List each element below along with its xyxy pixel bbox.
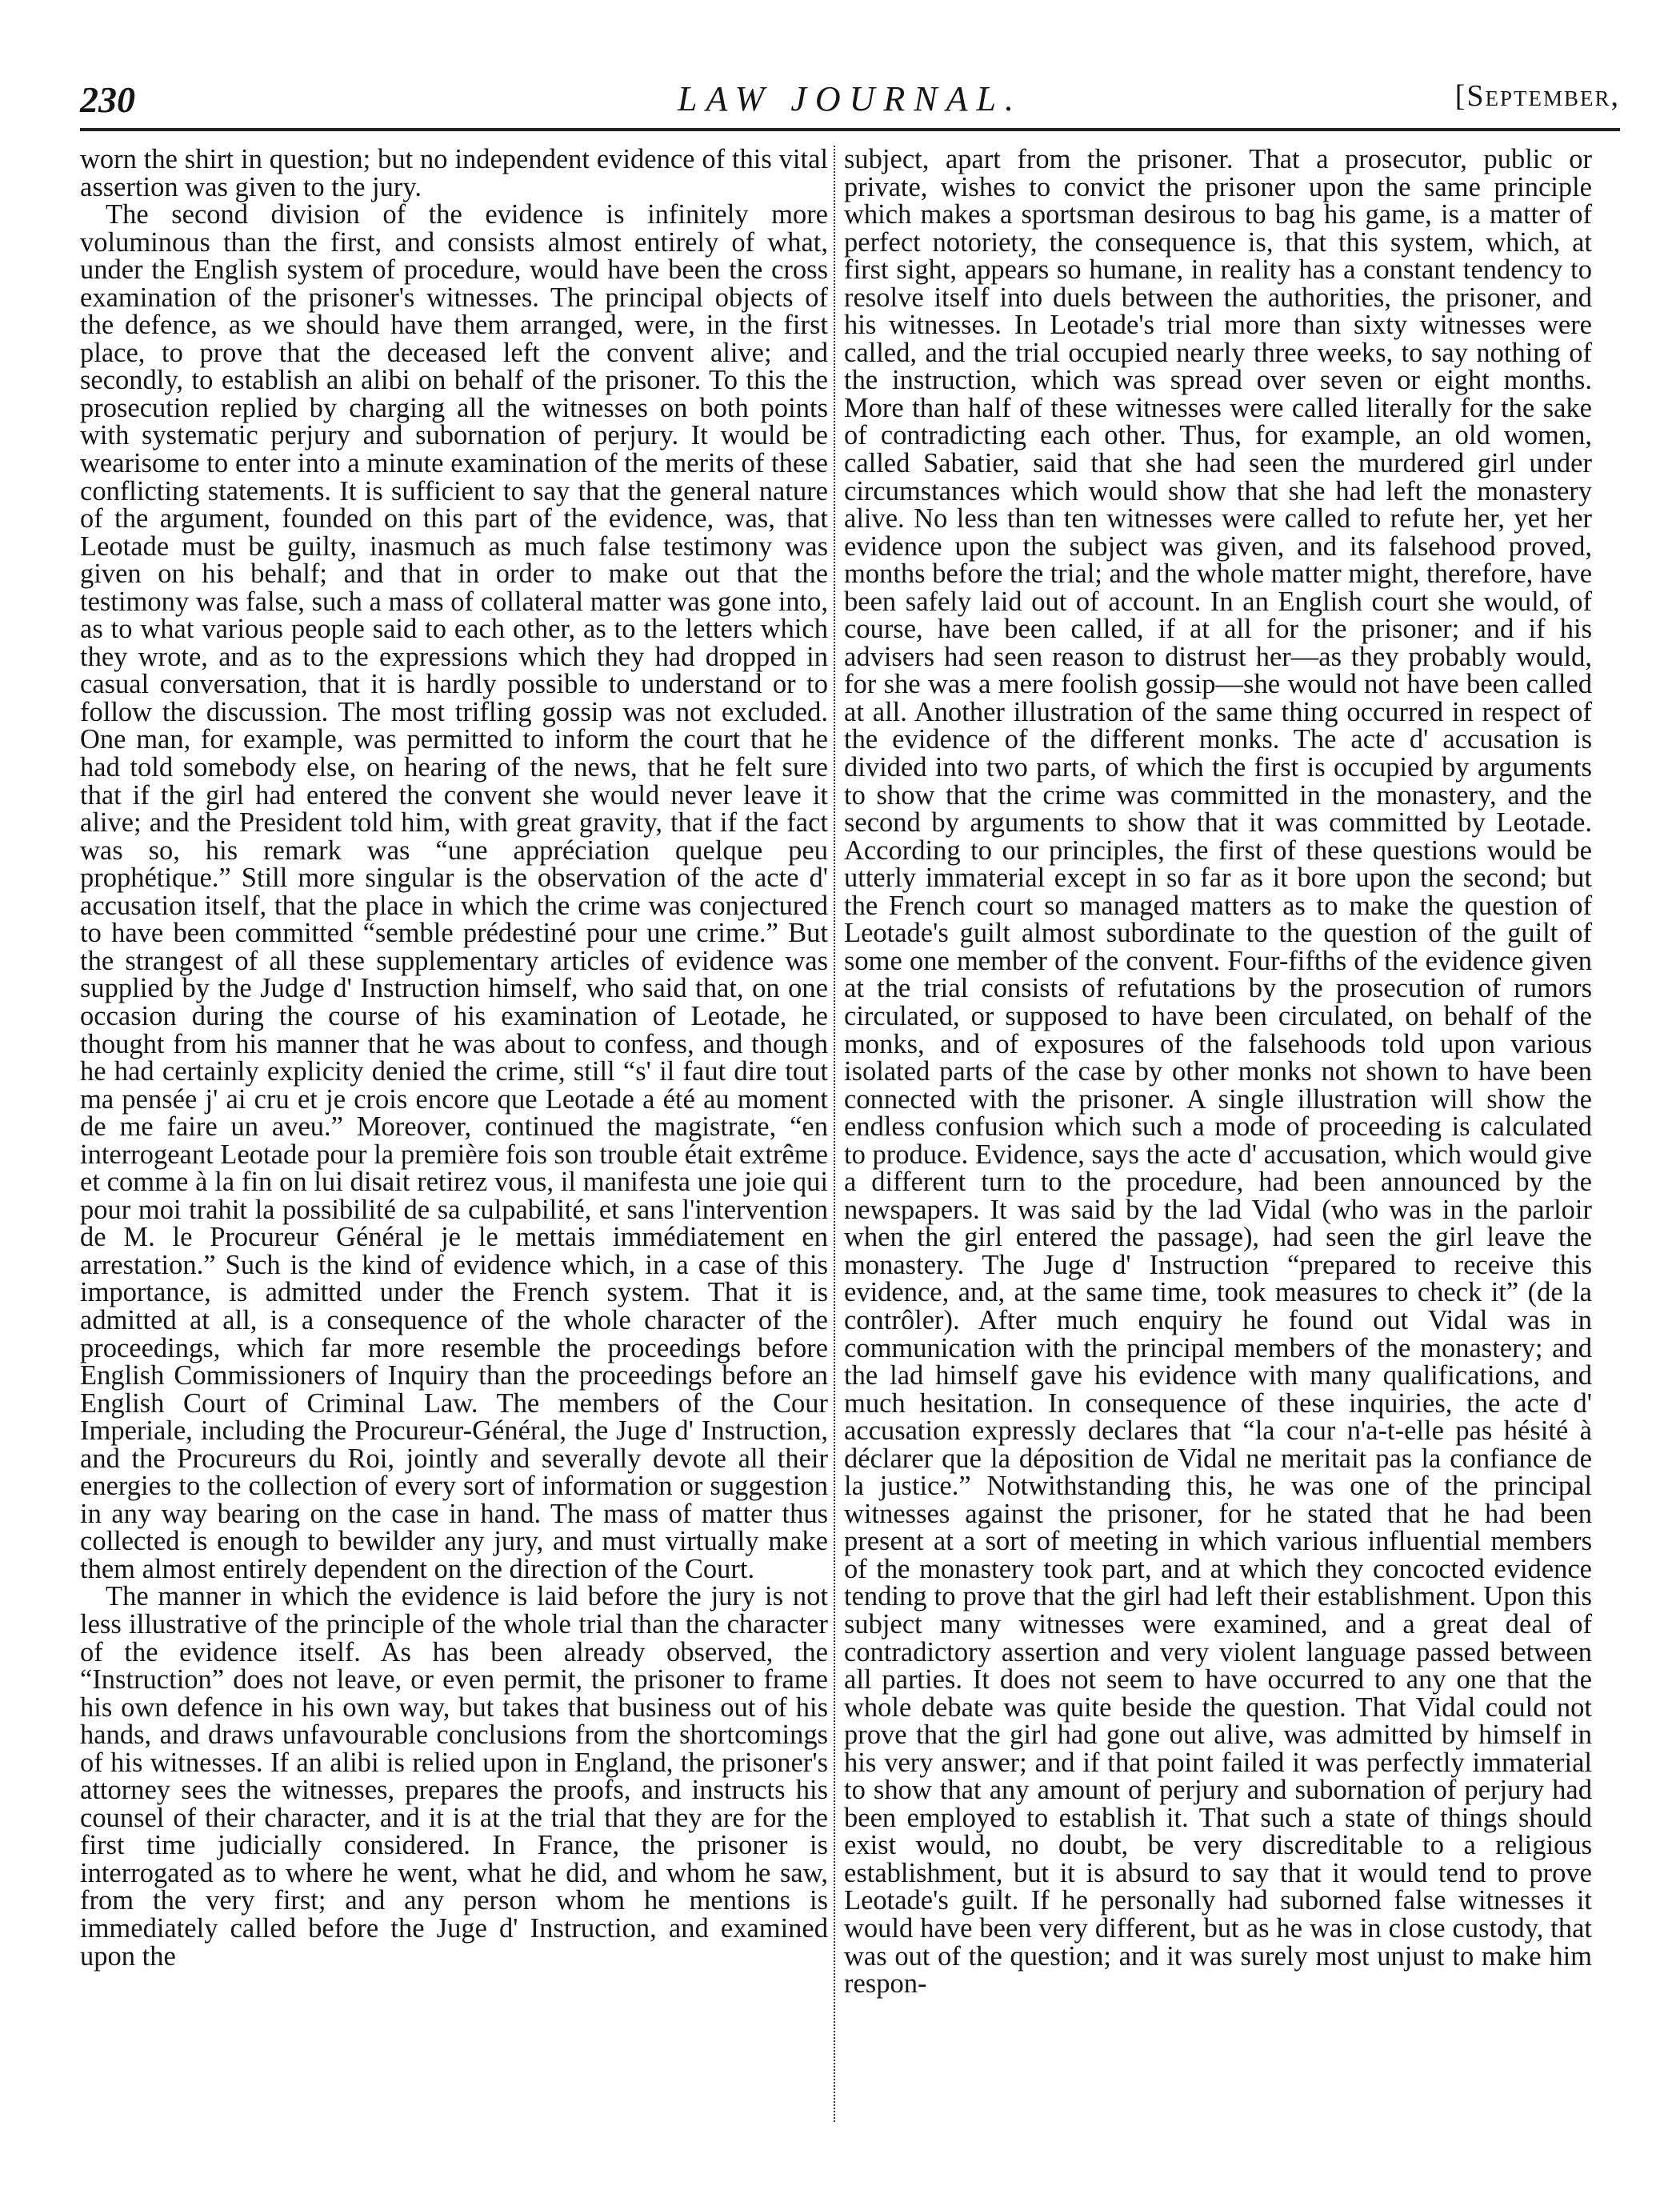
paragraph: worn the shirt in question; but no independent evidence of this vital assertion was given to the jury.: [80, 146, 828, 202]
paragraph: subject, apart from the prisoner. That a prosecutor, public or private, wishes to convict the prisoner upon the same principle which makes a sportsman desirous to bag his game, is a matter of perfect notoriety, the consequence is, that this system, which, at first sight, appears so humane, in reality has a constant tendency to resolve itself into duels between the authorities, the prisoner, and his witnesses. In Leotade's trial more than sixty witnesses were called, and the trial occupied nearly three weeks, to say nothing of the instruction, which was spread over seven or eight months. More than half of these witnesses were called literally for the sake of contradicting each other. Thus, for example, an old women, called Sabatier, said that she had seen the murdered girl under circumstances which would show that she had left the monastery alive. No less than ten witnesses were called to refute her, yet her evidence upon the subject was given, and its falsehood proved, months before the trial; and the whole matter might, therefore, have been safely laid out of account. In an English court she would, of course, have been called, if at all for the prisoner; and if his advisers had seen reason to distrust her—as they probably would, for she was a mere foolish gossip—she would not have been called at all. Another illustration of the same thing occurred in respect of the evidence of the different monks. The acte d' accusation is divided into two parts, of which the first is occupied by arguments to show that the crime was committed in the monastery, and the second by arguments to show that it was committed by Leotade. According to our principles, the first of these questions would be utterly immaterial except in so far as it bore upon the second; but the French court so managed matters as to make the question of Leotade's guilt almost subordinate to the question of the guilt of some one member of the convent. Four-fifths of the evidence given at the trial consists of refutations by the prosecution of rumors circulated, or supposed to have been circulated, on behalf of the monks, and of exposures of the falsehoods told upon various isolated parts of the case by other monks not shown to have been connected with the prisoner. A single illustration will show the endless confusion which such a mode of proceeding is calculated to produce. Evidence, says the acte d' accusation, which would give a different turn to the procedure, had been announced by the newspapers. It was said by the lad Vidal (who was in the parloir when the girl entered the passage), had seen the girl leave the monastery. The Juge d' Instruction “prepared to receive this evidence, and, at the same time, took measures to check it” (de la contrôler). After much enquiry he found out Vidal was in communication with the principal members of the monastery; and the lad himself gave his evidence with many qualifications, and much hesitation. In consequence of these inquiries, the acte d' accusation expressly declares that “la cour n'a-t-elle pas hésité à déclarer que la déposition de Vidal ne meritait pas la confiance de la justice.” Notwithstanding this, he was one of the principal witnesses against the prisoner, for he stated that he had been present at a sort of meeting in which various influential members of the monastery took part, and at which they concocted evidence tending to prove that the girl had left their establishment. Upon this subject many witnesses were examined, and a great deal of contradictory assertion and very violent language passed between all parties. It does not seem to have occurred to any one that the whole debate was quite beside the question. That Vidal could not prove that the girl had gone out alive, was admitted by himself in his very answer; and if that point failed it was perfectly immaterial to show that any amount of perjury and subornation of perjury had been employed to establish it. That such a state of things should exist would, no doubt, be very discreditable to a religious establishment, but it is absurd to say that it would tend to prove Leotade's guilt. If he personally had suborned false witnesses it would have been very different, but as he was in close custody, that was out of the question; and it was surely most unjust to make him respon-: [844, 146, 1592, 2000]
journal-title: LAW JOURNAL.: [677, 79, 1023, 118]
column-divider: [834, 146, 835, 2122]
page-number: 230: [80, 79, 135, 120]
paragraph: The second division of the evidence is infinitely more voluminous than the first, and consists almost entirely of what, under the English system of procedure, would have been the cross examination of the prisoner's witnesses. The principal objects of the defence, as we should have them arranged, were, in the first place, to prove that the deceased left the convent alive; and secondly, to establish an alibi on behalf of the prisoner. To this the prosecution replied by charging all the witnesses on both points with systematic perjury and subornation of perjury. It would be wearisome to enter into a minute examination of the merits of these conflicting statements. It is sufficient to say that the general nature of the argument, founded on this part of the evidence, was, that Leotade must be guilty, inasmuch as much false testimony was given on his behalf; and that in order to make out that the testimony was false, such a mass of collateral matter was gone into, as to what various people said to each other, as to the letters which they wrote, and as to the expressions which they had dropped in casual conversation, that it is hardly possible to understand or to follow the discussion. The most trifling gossip was not excluded. One man, for example, was permitted to inform the court that he had told somebody else, on hearing of the news, that he felt sure that if the girl had entered the convent she would never leave it alive; and the President told him, with great gravity, that if the fact was so, his remark was “une appréciation quelque peu prophétique.” Still more singular is the observation of the acte d' accusation itself, that the place in which the crime was conjectured to have been committed “semble prédestiné pour une crime.” But the strangest of all these supplementary articles of evidence was supplied by the Judge d' Instruction himself, who said that, on one occasion during the course of his examination of Leotade, he thought from his manner that he was about to confess, and though he had certainly explicity denied the crime, still “s' il faut dire tout ma pensée j' ai cru et je crois encore que Leotade a été au moment de me faire un aveu.” Moreover, continued the magistrate, “en interrogeant Leotade pour la première fois son trouble était extrême et comme à la fin on lui disait retirez vous, il manifesta une joie qui pour moi trahit la possibilité de sa culpabilité, et sans l'intervention de M. le Procureur Général je le mettais immédiatement en arrestation.” Such is the kind of evidence which, in a case of this importance, is admitted under the French system. That it is admitted at all, is a consequence of the whole character of the proceedings, which far more resemble the proceedings before English Commissioners of Inquiry than the proceedings before an English Court of Criminal Law. The members of the Cour Imperiale, including the Procureur-Général, the Juge d' Instruction, and the Procureurs du Roi, jointly and severally devote all their energies to the collection of every sort of information or suggestion in any way bearing on the case in hand. The mass of matter thus collected is enough to bewilder any jury, and must virtually make them almost entirely dependent on the direction of the Court.: [80, 199, 828, 1584]
right-column: [844, 146, 1592, 2122]
header-rule: [80, 128, 1620, 131]
running-header: [80, 78, 1620, 134]
left-column: [80, 146, 828, 2122]
running-month: [September,: [1454, 79, 1620, 113]
paragraph: The manner in which the evidence is laid before the jury is not less illustrative of the principle of the whole trial than the character of the evidence itself. As has been already observed, the “Instruction” does not leave, or even permit, the prisoner to frame his own defence in his own way, but takes that business out of his hands, and draws unfavourable conclusions from the shortcomings of his witnesses. If an alibi is relied upon in England, the prisoner's attorney sees the witnesses, prepares the proofs, and instructs his counsel of their character, and it is at the trial that they are for the first time judicially considered. In France, the prisoner is interrogated as to where he went, what he did, and whom he saw, from the very first; and any person whom he mentions is immediately called before the Juge d' Instruction, and examined upon the: [80, 1581, 828, 1972]
